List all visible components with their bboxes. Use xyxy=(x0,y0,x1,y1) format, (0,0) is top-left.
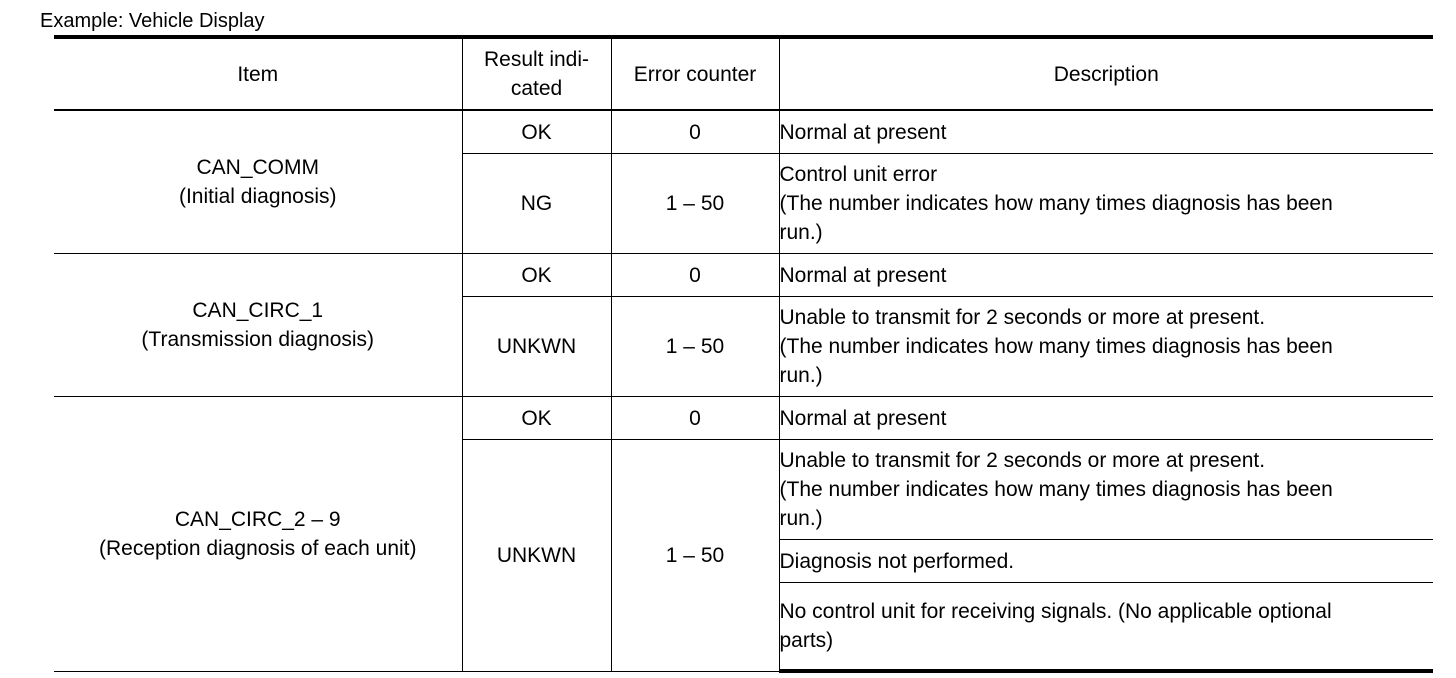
item-cell xyxy=(54,254,462,397)
description-cell xyxy=(779,297,1433,397)
error-counter-cell: 0 xyxy=(611,397,779,440)
description-line: run.) xyxy=(779,507,823,530)
description-cell xyxy=(779,583,1433,672)
description-line: Unable to transmit for 2 seconds or more at present. xyxy=(779,449,1266,472)
header-item: Item xyxy=(54,37,462,110)
vehicle-display-table xyxy=(54,35,1433,673)
header-result-line-1: Result indi- xyxy=(483,48,590,71)
description-line: (The number indicates how many times diagnosis has been xyxy=(779,478,1333,501)
header-error-counter: Error counter xyxy=(611,37,779,110)
error-counter-cell: 1 – 50 xyxy=(611,440,779,672)
table-row xyxy=(54,397,1433,440)
result-cell: OK xyxy=(462,110,611,154)
description-line: run.) xyxy=(779,221,823,244)
item-cell xyxy=(54,110,462,254)
description-cell xyxy=(779,540,1433,583)
result-cell: UNKWN xyxy=(462,297,611,397)
result-cell: OK xyxy=(462,254,611,297)
table-caption: Example: Vehicle Display xyxy=(40,10,265,32)
description-cell xyxy=(779,440,1433,540)
error-counter-cell: 1 – 50 xyxy=(611,154,779,254)
result-cell: OK xyxy=(462,397,611,440)
description-cell xyxy=(779,154,1433,254)
item-name: CAN_CIRC_1 xyxy=(192,299,324,322)
table-row xyxy=(54,110,1433,154)
description-line: No control unit for receiving signals. (No applicable optional xyxy=(779,600,1332,623)
description-cell xyxy=(779,110,1433,154)
item-subtitle: (Reception diagnosis of each unit) xyxy=(98,536,417,560)
item-name: CAN_CIRC_2 – 9 xyxy=(174,507,341,531)
description-line: parts) xyxy=(779,629,834,652)
description-line: Control unit error xyxy=(779,163,938,186)
description-line: Unable to transmit for 2 seconds or more at present. xyxy=(779,306,1266,329)
error-counter-cell: 0 xyxy=(611,110,779,154)
description-cell xyxy=(779,397,1433,440)
description-line: (The number indicates how many times diagnosis has been xyxy=(779,335,1333,358)
item-subtitle: (Initial diagnosis) xyxy=(178,185,337,208)
description-line: Normal at present xyxy=(779,406,947,430)
item-subtitle: (Transmission diagnosis) xyxy=(141,328,375,351)
description-line: (The number indicates how many times diagnosis has been xyxy=(779,192,1333,215)
header-description: Description xyxy=(779,37,1433,110)
error-counter-cell: 1 – 50 xyxy=(611,297,779,397)
table-row xyxy=(54,254,1433,297)
header-result-indicated xyxy=(462,37,611,110)
description-line: Normal at present xyxy=(779,120,947,144)
item-name: CAN_COMM xyxy=(196,156,319,179)
header-result-line-2: cated xyxy=(510,77,563,100)
description-line: Normal at present xyxy=(779,263,947,287)
item-cell xyxy=(54,397,462,672)
description-line: run.) xyxy=(779,364,823,387)
error-counter-cell: 0 xyxy=(611,254,779,297)
description-line: Diagnosis not performed. xyxy=(779,549,1015,573)
result-cell: UNKWN xyxy=(462,440,611,672)
result-cell: NG xyxy=(462,154,611,254)
description-cell xyxy=(779,254,1433,297)
header-row xyxy=(54,37,1433,110)
